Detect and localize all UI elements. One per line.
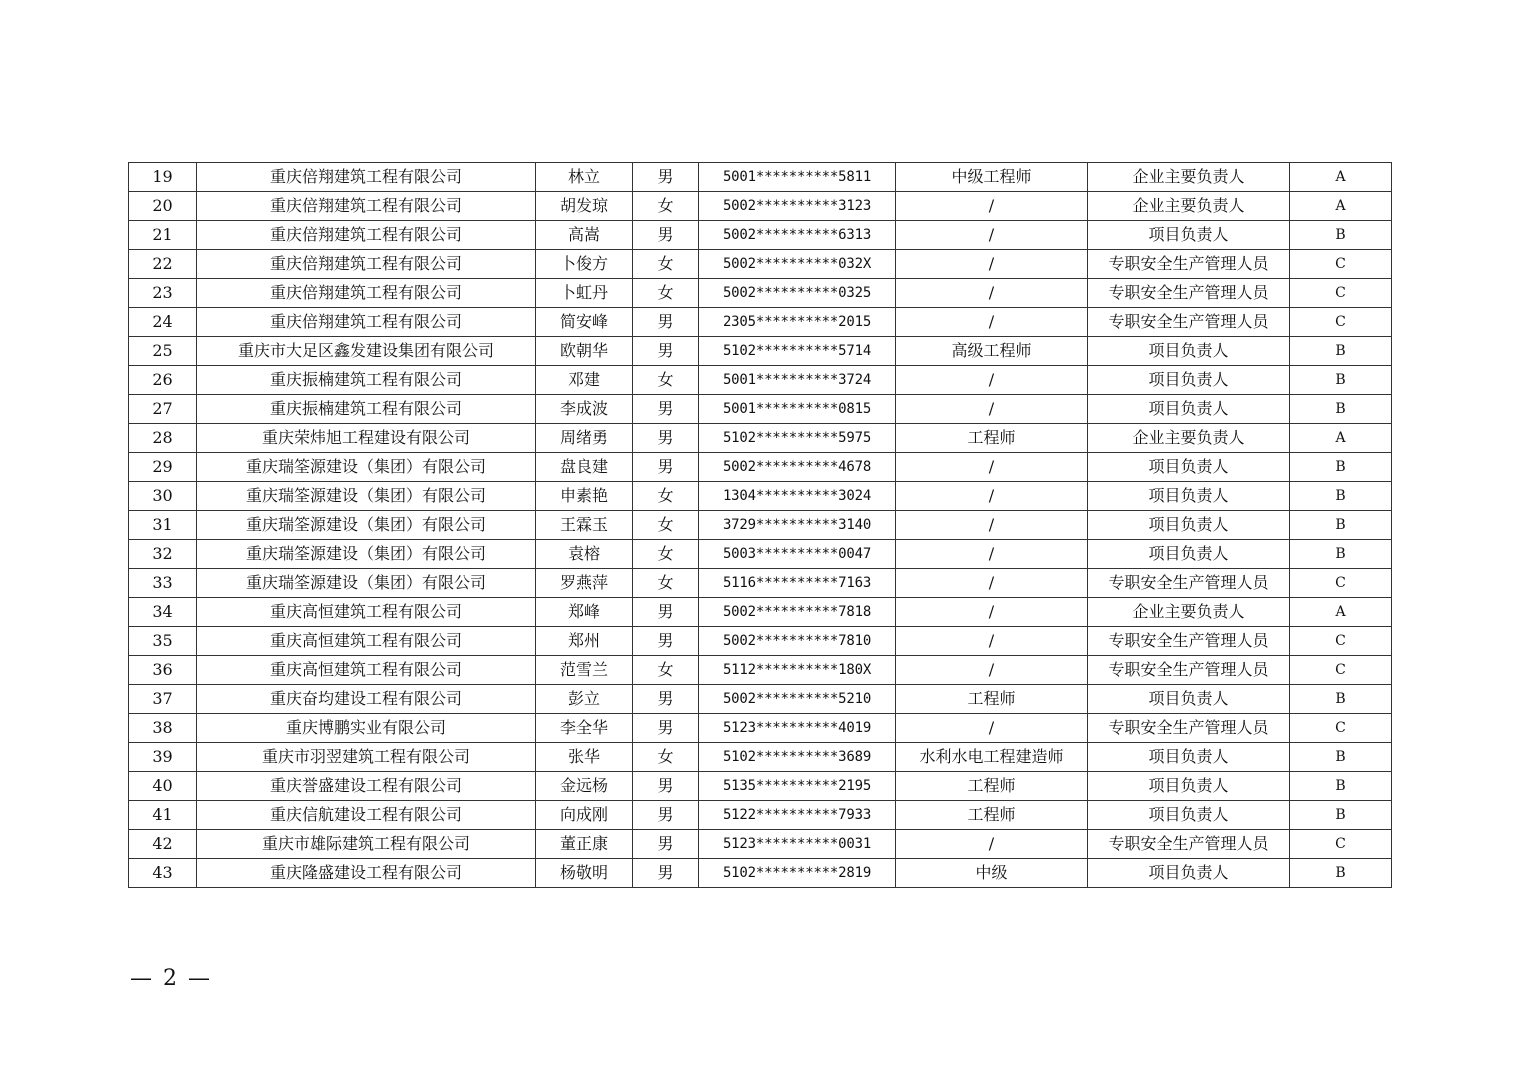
- cell-id-number: 5112**********180X: [699, 656, 896, 685]
- cell-serial-number: 27: [129, 395, 197, 424]
- cell-person-name: 卜俊方: [536, 250, 633, 279]
- cell-company: 重庆倍翔建筑工程有限公司: [197, 163, 536, 192]
- cell-gender: 男: [633, 395, 699, 424]
- cell-position-category: 专职安全生产管理人员: [1088, 627, 1290, 656]
- cell-gender: 女: [633, 482, 699, 511]
- cell-person-name: 罗燕萍: [536, 569, 633, 598]
- cell-serial-number: 36: [129, 656, 197, 685]
- cell-company: 重庆博鹏实业有限公司: [197, 714, 536, 743]
- table-row: [129, 366, 1392, 395]
- cell-certificate-class: B: [1290, 801, 1392, 830]
- cell-position-category: 项目负责人: [1088, 395, 1290, 424]
- cell-certificate-class: C: [1290, 569, 1392, 598]
- cell-certificate-class: B: [1290, 337, 1392, 366]
- cell-gender: 女: [633, 656, 699, 685]
- cell-id-number: 5122**********7933: [699, 801, 896, 830]
- cell-professional-title: 工程师: [896, 801, 1088, 830]
- table-row: [129, 453, 1392, 482]
- table-row: [129, 598, 1392, 627]
- cell-position-category: 项目负责人: [1088, 685, 1290, 714]
- cell-professional-title: /: [896, 192, 1088, 221]
- cell-certificate-class: C: [1290, 250, 1392, 279]
- cell-id-number: 5001**********5811: [699, 163, 896, 192]
- table-row: [129, 656, 1392, 685]
- cell-certificate-class: B: [1290, 743, 1392, 772]
- cell-professional-title: /: [896, 308, 1088, 337]
- table-row: [129, 279, 1392, 308]
- cell-position-category: 专职安全生产管理人员: [1088, 656, 1290, 685]
- cell-serial-number: 30: [129, 482, 197, 511]
- cell-gender: 女: [633, 540, 699, 569]
- cell-serial-number: 43: [129, 859, 197, 888]
- cell-serial-number: 38: [129, 714, 197, 743]
- cell-company: 重庆倍翔建筑工程有限公司: [197, 308, 536, 337]
- cell-serial-number: 25: [129, 337, 197, 366]
- cell-id-number: 5135**********2195: [699, 772, 896, 801]
- cell-person-name: 郑州: [536, 627, 633, 656]
- cell-person-name: 张华: [536, 743, 633, 772]
- table-row: [129, 308, 1392, 337]
- cell-serial-number: 26: [129, 366, 197, 395]
- cell-certificate-class: A: [1290, 424, 1392, 453]
- table-row: [129, 714, 1392, 743]
- table-row: [129, 772, 1392, 801]
- cell-professional-title: /: [896, 366, 1088, 395]
- cell-certificate-class: B: [1290, 366, 1392, 395]
- cell-certificate-class: B: [1290, 859, 1392, 888]
- cell-gender: 男: [633, 598, 699, 627]
- cell-professional-title: 工程师: [896, 424, 1088, 453]
- cell-person-name: 王霖玉: [536, 511, 633, 540]
- table-row: [129, 685, 1392, 714]
- table-row: [129, 250, 1392, 279]
- cell-position-category: 专职安全生产管理人员: [1088, 714, 1290, 743]
- cell-certificate-class: B: [1290, 685, 1392, 714]
- cell-position-category: 专职安全生产管理人员: [1088, 830, 1290, 859]
- cell-person-name: 高嵩: [536, 221, 633, 250]
- cell-person-name: 周绪勇: [536, 424, 633, 453]
- personnel-table-body: [129, 163, 1392, 888]
- cell-id-number: 5002**********7810: [699, 627, 896, 656]
- cell-person-name: 向成刚: [536, 801, 633, 830]
- cell-company: 重庆瑞筌源建设（集团）有限公司: [197, 511, 536, 540]
- cell-position-category: 专职安全生产管理人员: [1088, 279, 1290, 308]
- cell-id-number: 3729**********3140: [699, 511, 896, 540]
- cell-gender: 女: [633, 511, 699, 540]
- cell-gender: 女: [633, 279, 699, 308]
- page-number: — 2 —: [130, 966, 212, 991]
- cell-certificate-class: C: [1290, 627, 1392, 656]
- cell-serial-number: 42: [129, 830, 197, 859]
- cell-company: 重庆瑞筌源建设（集团）有限公司: [197, 482, 536, 511]
- cell-person-name: 胡发琼: [536, 192, 633, 221]
- cell-position-category: 项目负责人: [1088, 337, 1290, 366]
- cell-gender: 男: [633, 627, 699, 656]
- cell-serial-number: 23: [129, 279, 197, 308]
- cell-professional-title: /: [896, 598, 1088, 627]
- cell-person-name: 李成波: [536, 395, 633, 424]
- cell-person-name: 简安峰: [536, 308, 633, 337]
- cell-position-category: 项目负责人: [1088, 221, 1290, 250]
- cell-professional-title: /: [896, 482, 1088, 511]
- cell-id-number: 5102**********5975: [699, 424, 896, 453]
- cell-gender: 男: [633, 424, 699, 453]
- cell-person-name: 彭立: [536, 685, 633, 714]
- cell-person-name: 金远杨: [536, 772, 633, 801]
- table-row: [129, 221, 1392, 250]
- cell-professional-title: /: [896, 453, 1088, 482]
- cell-certificate-class: C: [1290, 714, 1392, 743]
- cell-position-category: 项目负责人: [1088, 801, 1290, 830]
- cell-id-number: 5123**********4019: [699, 714, 896, 743]
- cell-id-number: 5102**********5714: [699, 337, 896, 366]
- cell-gender: 女: [633, 366, 699, 395]
- cell-id-number: 5002**********0325: [699, 279, 896, 308]
- table-row: [129, 801, 1392, 830]
- cell-position-category: 项目负责人: [1088, 859, 1290, 888]
- cell-position-category: 项目负责人: [1088, 540, 1290, 569]
- cell-serial-number: 20: [129, 192, 197, 221]
- cell-id-number: 5002**********032X: [699, 250, 896, 279]
- cell-company: 重庆荣炜旭工程建设有限公司: [197, 424, 536, 453]
- cell-serial-number: 24: [129, 308, 197, 337]
- cell-id-number: 5002**********4678: [699, 453, 896, 482]
- cell-gender: 男: [633, 685, 699, 714]
- cell-gender: 男: [633, 221, 699, 250]
- cell-serial-number: 21: [129, 221, 197, 250]
- cell-professional-title: /: [896, 540, 1088, 569]
- cell-professional-title: 高级工程师: [896, 337, 1088, 366]
- cell-id-number: 5001**********3724: [699, 366, 896, 395]
- cell-id-number: 2305**********2015: [699, 308, 896, 337]
- cell-company: 重庆市大足区鑫发建设集团有限公司: [197, 337, 536, 366]
- cell-serial-number: 29: [129, 453, 197, 482]
- cell-person-name: 郑峰: [536, 598, 633, 627]
- cell-gender: 男: [633, 714, 699, 743]
- cell-person-name: 卜虹丹: [536, 279, 633, 308]
- cell-professional-title: /: [896, 250, 1088, 279]
- cell-serial-number: 35: [129, 627, 197, 656]
- cell-position-category: 企业主要负责人: [1088, 163, 1290, 192]
- cell-gender: 男: [633, 772, 699, 801]
- cell-person-name: 欧朝华: [536, 337, 633, 366]
- cell-id-number: 5002**********7818: [699, 598, 896, 627]
- cell-certificate-class: C: [1290, 279, 1392, 308]
- cell-id-number: 1304**********3024: [699, 482, 896, 511]
- cell-person-name: 林立: [536, 163, 633, 192]
- table-row: [129, 511, 1392, 540]
- table-row: [129, 337, 1392, 366]
- cell-professional-title: /: [896, 395, 1088, 424]
- cell-gender: 男: [633, 801, 699, 830]
- cell-id-number: 5002**********6313: [699, 221, 896, 250]
- cell-serial-number: 32: [129, 540, 197, 569]
- cell-position-category: 企业主要负责人: [1088, 598, 1290, 627]
- cell-professional-title: /: [896, 569, 1088, 598]
- cell-position-category: 专职安全生产管理人员: [1088, 308, 1290, 337]
- cell-person-name: 申素艳: [536, 482, 633, 511]
- cell-position-category: 项目负责人: [1088, 511, 1290, 540]
- cell-certificate-class: C: [1290, 656, 1392, 685]
- cell-professional-title: /: [896, 221, 1088, 250]
- cell-professional-title: /: [896, 714, 1088, 743]
- cell-company: 重庆倍翔建筑工程有限公司: [197, 279, 536, 308]
- cell-certificate-class: C: [1290, 308, 1392, 337]
- cell-serial-number: 33: [129, 569, 197, 598]
- table-row: [129, 743, 1392, 772]
- table-row: [129, 830, 1392, 859]
- cell-company: 重庆市羽翌建筑工程有限公司: [197, 743, 536, 772]
- cell-person-name: 杨敬明: [536, 859, 633, 888]
- cell-company: 重庆奋均建设工程有限公司: [197, 685, 536, 714]
- cell-gender: 男: [633, 830, 699, 859]
- cell-id-number: 5002**********3123: [699, 192, 896, 221]
- cell-professional-title: 中级工程师: [896, 163, 1088, 192]
- cell-certificate-class: B: [1290, 395, 1392, 424]
- cell-serial-number: 19: [129, 163, 197, 192]
- cell-position-category: 项目负责人: [1088, 743, 1290, 772]
- cell-professional-title: /: [896, 511, 1088, 540]
- cell-gender: 男: [633, 337, 699, 366]
- cell-serial-number: 40: [129, 772, 197, 801]
- cell-id-number: 5003**********0047: [699, 540, 896, 569]
- cell-gender: 男: [633, 453, 699, 482]
- cell-company: 重庆瑞筌源建设（集团）有限公司: [197, 540, 536, 569]
- cell-gender: 女: [633, 743, 699, 772]
- cell-serial-number: 41: [129, 801, 197, 830]
- cell-serial-number: 31: [129, 511, 197, 540]
- cell-person-name: 董正康: [536, 830, 633, 859]
- cell-professional-title: 中级: [896, 859, 1088, 888]
- cell-certificate-class: B: [1290, 511, 1392, 540]
- table-row: [129, 424, 1392, 453]
- cell-serial-number: 28: [129, 424, 197, 453]
- cell-position-category: 专职安全生产管理人员: [1088, 250, 1290, 279]
- cell-professional-title: 水利水电工程建造师: [896, 743, 1088, 772]
- cell-certificate-class: A: [1290, 192, 1392, 221]
- table-row: [129, 163, 1392, 192]
- cell-professional-title: /: [896, 830, 1088, 859]
- cell-id-number: 5123**********0031: [699, 830, 896, 859]
- cell-certificate-class: B: [1290, 772, 1392, 801]
- cell-gender: 女: [633, 192, 699, 221]
- cell-professional-title: /: [896, 279, 1088, 308]
- cell-gender: 女: [633, 250, 699, 279]
- cell-position-category: 企业主要负责人: [1088, 192, 1290, 221]
- table-row: [129, 859, 1392, 888]
- cell-professional-title: 工程师: [896, 685, 1088, 714]
- cell-company: 重庆高恒建筑工程有限公司: [197, 656, 536, 685]
- table-row: [129, 192, 1392, 221]
- cell-certificate-class: B: [1290, 453, 1392, 482]
- cell-company: 重庆隆盛建设工程有限公司: [197, 859, 536, 888]
- table-row: [129, 540, 1392, 569]
- cell-person-name: 李全华: [536, 714, 633, 743]
- cell-certificate-class: C: [1290, 830, 1392, 859]
- cell-certificate-class: A: [1290, 163, 1392, 192]
- table-row: [129, 482, 1392, 511]
- cell-position-category: 项目负责人: [1088, 366, 1290, 395]
- cell-company: 重庆振楠建筑工程有限公司: [197, 366, 536, 395]
- table-row: [129, 569, 1392, 598]
- cell-position-category: 项目负责人: [1088, 453, 1290, 482]
- cell-person-name: 邓建: [536, 366, 633, 395]
- cell-professional-title: /: [896, 627, 1088, 656]
- cell-company: 重庆倍翔建筑工程有限公司: [197, 250, 536, 279]
- cell-person-name: 袁榕: [536, 540, 633, 569]
- cell-position-category: 项目负责人: [1088, 772, 1290, 801]
- cell-company: 重庆高恒建筑工程有限公司: [197, 627, 536, 656]
- personnel-table: [128, 162, 1392, 888]
- cell-company: 重庆高恒建筑工程有限公司: [197, 598, 536, 627]
- cell-company: 重庆瑞筌源建设（集团）有限公司: [197, 453, 536, 482]
- cell-gender: 男: [633, 859, 699, 888]
- cell-position-category: 企业主要负责人: [1088, 424, 1290, 453]
- cell-position-category: 专职安全生产管理人员: [1088, 569, 1290, 598]
- cell-company: 重庆振楠建筑工程有限公司: [197, 395, 536, 424]
- cell-id-number: 5002**********5210: [699, 685, 896, 714]
- cell-company: 重庆倍翔建筑工程有限公司: [197, 221, 536, 250]
- cell-serial-number: 37: [129, 685, 197, 714]
- cell-serial-number: 22: [129, 250, 197, 279]
- cell-person-name: 范雪兰: [536, 656, 633, 685]
- cell-id-number: 5001**********0815: [699, 395, 896, 424]
- table-row: [129, 395, 1392, 424]
- cell-serial-number: 39: [129, 743, 197, 772]
- cell-certificate-class: B: [1290, 540, 1392, 569]
- table-row: [129, 627, 1392, 656]
- cell-company: 重庆市雄际建筑工程有限公司: [197, 830, 536, 859]
- cell-gender: 男: [633, 163, 699, 192]
- cell-position-category: 项目负责人: [1088, 482, 1290, 511]
- cell-person-name: 盘良建: [536, 453, 633, 482]
- cell-serial-number: 34: [129, 598, 197, 627]
- cell-professional-title: /: [896, 656, 1088, 685]
- cell-certificate-class: A: [1290, 598, 1392, 627]
- cell-professional-title: 工程师: [896, 772, 1088, 801]
- cell-gender: 男: [633, 308, 699, 337]
- cell-company: 重庆瑞筌源建设（集团）有限公司: [197, 569, 536, 598]
- cell-id-number: 5116**********7163: [699, 569, 896, 598]
- cell-certificate-class: B: [1290, 482, 1392, 511]
- cell-company: 重庆倍翔建筑工程有限公司: [197, 192, 536, 221]
- cell-id-number: 5102**********2819: [699, 859, 896, 888]
- cell-certificate-class: B: [1290, 221, 1392, 250]
- cell-gender: 女: [633, 569, 699, 598]
- cell-company: 重庆誉盛建设工程有限公司: [197, 772, 536, 801]
- cell-company: 重庆信航建设工程有限公司: [197, 801, 536, 830]
- cell-id-number: 5102**********3689: [699, 743, 896, 772]
